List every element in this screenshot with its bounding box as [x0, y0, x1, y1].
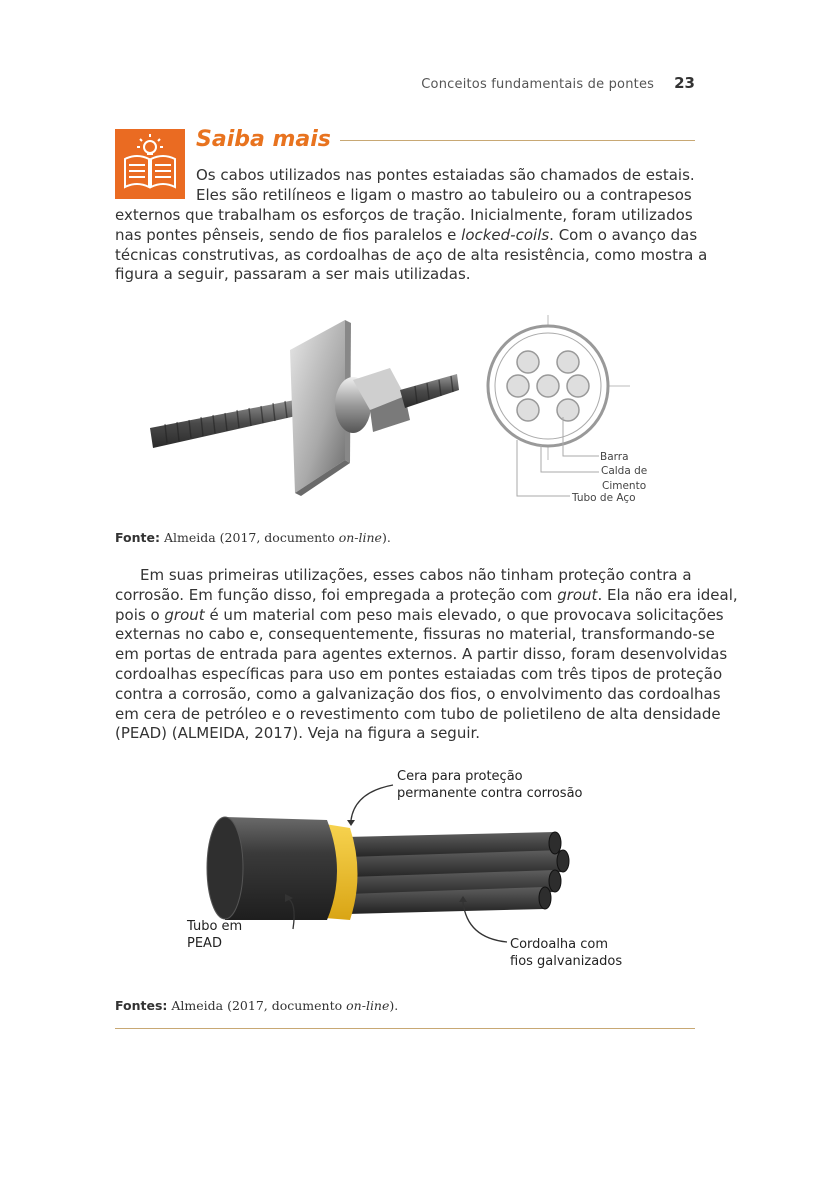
saiba-mais-paragraph-start	[196, 166, 694, 206]
text-line: Eles são retilíneos e ligam o mastro ao tabuleiro ou a contrapesos	[196, 185, 692, 204]
title-divider	[340, 140, 695, 141]
text-line: em cera de petróleo e o revestimento com tubo de polietileno de alta densidade	[115, 704, 721, 723]
caption-text: Almeida (2017, documento	[167, 998, 347, 1013]
text-line: contra a corrosão, como a galvanização dos fios, o envolvimento das cordoalhas	[115, 684, 721, 703]
label-barra: Barra	[600, 451, 629, 463]
text-line: figura a seguir, passaram a ser mais utilizadas.	[115, 265, 471, 284]
label-line: Cera para proteção	[397, 769, 523, 784]
caption-end: ).	[389, 998, 399, 1013]
text-run: corrosão. Em função disso, foi empregada a proteção com	[115, 585, 558, 604]
text-line: externas no cabo e, consequentemente, fissuras no material, transformando-se	[115, 625, 715, 644]
text-run: . Ela não era ideal,	[597, 585, 738, 604]
label-tubo-pead	[187, 918, 242, 952]
threaded-bar	[150, 398, 305, 448]
caption-italic: on-line	[338, 530, 382, 545]
italic-term: grout	[164, 605, 205, 624]
figure-bar-anchor	[115, 310, 675, 519]
label-line: Tubo em	[187, 919, 243, 934]
figure2-caption	[115, 998, 398, 1013]
text-run: . Com o avanço das	[549, 225, 698, 244]
label-cera	[397, 768, 583, 802]
text-line: Os cabos utilizados nas pontes estaiadas são chamados de estais.	[196, 166, 695, 184]
text-line	[115, 225, 698, 246]
text-run: nas pontes pênseis, sendo de fios paralelos e	[115, 225, 457, 244]
anchor-bar-illustration	[115, 310, 675, 515]
italic-term: grout	[557, 585, 598, 604]
text-line: (PEAD) (ALMEIDA, 2017). Veja na figura a seguir.	[115, 724, 481, 743]
text-line: em portas de entrada para agentes externos. A partir disso, foram desenvolvidas	[115, 645, 728, 664]
caption-italic: on-line	[346, 998, 390, 1013]
label-line: permanente contra corrosão	[397, 786, 583, 801]
caption-end: ).	[381, 530, 391, 545]
saiba-mais-title: Saiba mais	[196, 127, 331, 152]
saiba-mais-paragraph	[115, 206, 708, 285]
label-calda-1: Calda de	[601, 465, 648, 477]
text-line: Em suas primeiras utilizações, esses cabos não tinham proteção contra a	[140, 566, 692, 584]
threaded-bar-end	[400, 374, 459, 408]
text-line	[115, 585, 738, 606]
figure1-caption	[115, 530, 391, 545]
label-line: fios galvanizados	[510, 954, 623, 969]
page-number: 23	[674, 74, 695, 92]
text-run: pois o	[115, 605, 165, 624]
text-line: cordoalhas específicas para uso em pontes estaiadas com três tipos de proteção	[115, 664, 723, 683]
bottom-divider	[115, 1028, 695, 1029]
label-calda-2: Cimento	[602, 480, 647, 492]
italic-term: locked-coils	[461, 225, 550, 244]
cable-cross-section	[487, 315, 647, 504]
label-line: Cordoalha com	[510, 937, 609, 952]
caption-bold: Fontes:	[115, 998, 168, 1013]
label-cordoalha	[510, 936, 622, 970]
body-paragraph	[115, 566, 738, 744]
caption-bold: Fonte:	[115, 530, 160, 545]
running-title: Conceitos fundamentais de pontes	[421, 77, 655, 92]
text-run: é um material com peso mais elevado, o que provocava solicitações	[204, 605, 724, 624]
book-lightbulb-icon	[115, 129, 185, 199]
running-header	[420, 74, 695, 92]
label-line: PEAD	[187, 936, 222, 951]
caption-text: Almeida (2017, documento	[159, 530, 339, 545]
text-line	[115, 605, 724, 626]
text-line: externos que trabalham os esforços de tração. Inicialmente, foram utilizados	[115, 206, 693, 224]
text-line: técnicas construtivas, as cordoalhas de aço de alta resistência, como mostra a	[115, 245, 708, 264]
label-tubo-aco: Tubo de Aço	[572, 492, 636, 504]
